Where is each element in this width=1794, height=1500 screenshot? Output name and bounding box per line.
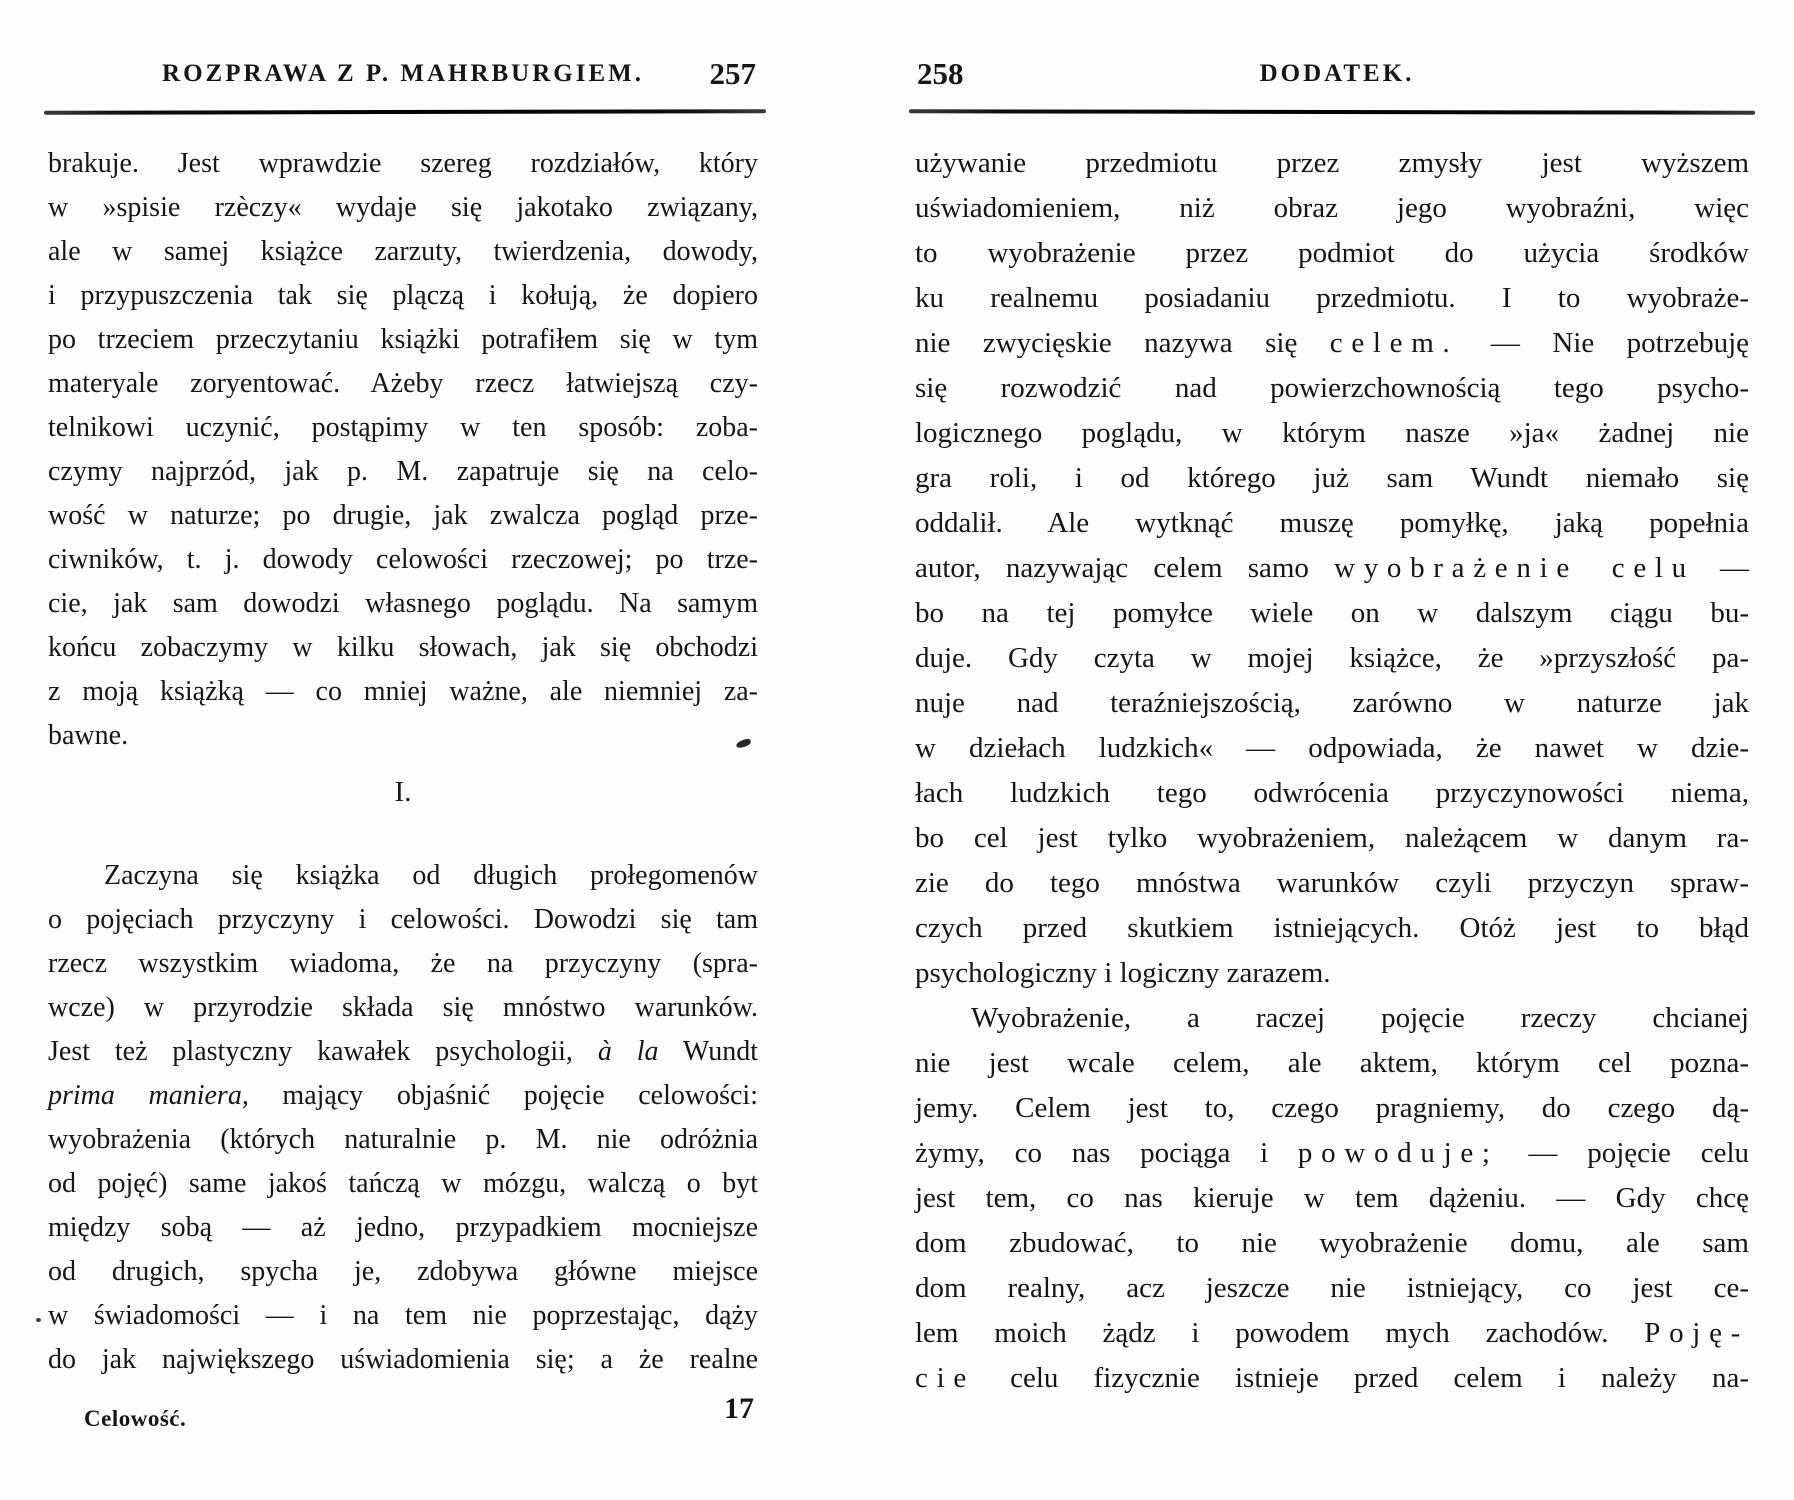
text-line: [48, 626, 758, 670]
text-segment: po trzeciem przeczytaniu książki potrafiłem się w tym: [48, 324, 758, 355]
text-line: [48, 406, 758, 450]
text-line: [48, 1030, 758, 1074]
page-body-right: [915, 141, 1749, 1401]
text-segment: czymy najprzód, jak p. M. zapatruje się na celo-: [48, 456, 758, 487]
text-line: [915, 681, 1749, 726]
text-segment: i przypuszczenia tak się plączą i kołują, że dopiero: [48, 280, 758, 311]
text-segment: nie jest wcale celem, ale aktem, którym cel pozna-: [915, 1047, 1749, 1079]
text-line: [48, 1074, 758, 1118]
text-line: [915, 231, 1749, 276]
text-line: [48, 582, 758, 626]
emphasized-spaced-text: wyobrażenie celu: [1334, 552, 1695, 584]
text-line: [915, 1356, 1749, 1401]
emphasized-spaced-text: Poję-: [1644, 1317, 1749, 1349]
text-line: [915, 141, 1749, 186]
head-rule: [909, 109, 1755, 114]
text-line: [48, 1162, 758, 1206]
text-segment: —: [1694, 552, 1750, 584]
text-line: [915, 276, 1749, 321]
text-segment: zie do tego mnóstwa warunków czyli przyczyn spraw-: [915, 867, 1749, 899]
text-line: [915, 501, 1749, 546]
text-segment: lem moich żądz i powodem mych zachodów.: [915, 1317, 1645, 1349]
emphasized-spaced-text: powoduje;: [1297, 1137, 1499, 1169]
italic-text: à la: [597, 1036, 659, 1067]
text-segment: rzecz wszystkim wiadoma, że na przyczyny (spra-: [48, 948, 758, 979]
text-segment: gra roli, i od którego już sam Wundt niemało się: [915, 462, 1749, 494]
text-segment: w dziełach ludzkich« — odpowiada, że nawet w dzie-: [915, 732, 1749, 764]
text-segment: wość w naturze; po drugie, jak zwalcza pogląd prze-: [48, 500, 758, 531]
text-line: [915, 1221, 1749, 1266]
text-segment: dom zbudować, to nie wyobrażenie domu, ale sam: [915, 1227, 1749, 1259]
text-segment: — pojęcie celu: [1498, 1137, 1749, 1169]
text-line: [48, 1294, 758, 1338]
text-segment: używanie przedmiotu przez zmysły jest wyższem: [915, 147, 1749, 179]
text-segment: w »spisie rzèczy« wydaje się jakotako związany,: [48, 192, 758, 223]
text-segment: brakuje. Jest wprawdzie szereg rozdziałów, który: [48, 148, 758, 179]
text-segment: materyale zoryentować. Ażeby rzecz łatwiejszą czy-: [48, 368, 758, 399]
text-segment: bo na tej pomyłce wiele on w dalszym ciągu bu-: [915, 597, 1749, 629]
text-segment: cie, jak sam dowodzi własnego poglądu. Na samym: [48, 588, 758, 619]
text-segment: nie zwycięskie nazywa się: [915, 327, 1330, 359]
text-segment: dom realny, acz jeszcze nie istniejący, co jest ce-: [915, 1272, 1749, 1304]
text-line: [48, 450, 758, 494]
head-rule: [44, 109, 766, 115]
text-segment: do jak największego uświadomienia się; a że realne: [48, 1344, 758, 1375]
text-segment: ciwników, t. j. dowody celowości rzeczowej; po trze-: [48, 544, 758, 575]
text-segment: wyobrażenia (których naturalnie p. M. nie odróżnia: [48, 1124, 758, 1155]
text-segment: duje. Gdy czyta w mojej książce, że »przyszłość pa-: [915, 642, 1749, 674]
text-segment: łach ludzkich tego odwrócenia przyczynowości niema,: [915, 777, 1749, 809]
text-line: [915, 546, 1749, 591]
text-segment: się rozwodzić nad powierzchownością tego psycho-: [915, 372, 1749, 404]
text-line: [48, 1250, 758, 1294]
text-line: [915, 816, 1749, 861]
paragraph: [48, 854, 758, 1382]
text-segment: Wundt: [658, 1036, 758, 1067]
running-head-left: [48, 54, 758, 94]
text-segment: ku realnemu posiadaniu przedmiotu. I to wyobraże-: [915, 282, 1749, 314]
text-line: [48, 1118, 758, 1162]
text-segment: czych przed skutkiem istniejących. Otóż jest to błąd: [915, 912, 1749, 944]
text-line: [915, 726, 1749, 771]
text-segment: uświadomieniem, niż obraz jego wyobraźni, więc: [915, 192, 1749, 224]
text-segment: od drugich, spycha je, zdobywa główne miejsce: [48, 1256, 758, 1287]
emphasized-spaced-text: celem.: [1329, 327, 1459, 359]
text-segment: Jest też plastyczny kawałek psychologii,: [48, 1036, 598, 1067]
text-line: [915, 1311, 1749, 1356]
text-segment: logicznego poglądu, w którym nasze »ja« żadnej nie: [915, 417, 1749, 449]
text-segment: telnikowi uczynić, postąpimy w ten sposób: zoba-: [48, 412, 758, 443]
text-line: [915, 1041, 1749, 1086]
text-segment: końcu zobaczymy w kilku słowach, jak się obchodzi: [48, 632, 758, 663]
emphasized-spaced-text: cie: [915, 1362, 975, 1394]
text-segment: w świadomości — i na tem nie poprzestając, dąży: [48, 1300, 758, 1331]
text-line: [915, 186, 1749, 231]
text-segment: ale w samej książce zarzuty, twierdzenia, dowody,: [48, 236, 758, 267]
page-number: 258: [917, 56, 964, 91]
text-line: [915, 1086, 1749, 1131]
text-line: [915, 1176, 1749, 1221]
text-segment: jest tem, co nas kieruje w tem dążeniu. — Gdy chcę: [915, 1182, 1749, 1214]
text-segment: wcze) w przyrodzie składa się mnóstwo warunków.: [48, 992, 758, 1023]
text-segment: celu fizycznie istnieje przed celem i należy na-: [974, 1362, 1749, 1394]
text-line: [48, 854, 758, 898]
sheet-number: 17: [724, 1392, 754, 1425]
text-line: [915, 906, 1749, 951]
text-line: [48, 670, 758, 714]
text-segment: Zaczyna się książka od długich prołegomenów: [104, 860, 758, 891]
text-segment: psychologiczny i logiczny zarazem.: [915, 957, 1331, 989]
signature-title: Celowość.: [84, 1406, 187, 1431]
text-line: [915, 366, 1749, 411]
text-segment: z moją książką — co mniej ważne, ale niemniej za-: [48, 676, 758, 707]
text-line: [915, 861, 1749, 906]
text-segment: nuje nad teraźniejszością, zarówno w naturze jak: [915, 687, 1749, 719]
paragraph: [915, 996, 1749, 1401]
text-segment: od pojęć) same jakoś tańczą w mózgu, walczą o byt: [48, 1168, 758, 1199]
text-line: [48, 142, 758, 186]
text-segment: jemy. Celem jest to, czego pragniemy, do czego dą-: [915, 1092, 1749, 1124]
ink-speck: [36, 1318, 41, 1322]
running-head-right: [915, 54, 1749, 94]
text-segment: żymy, co nas pociąga i: [915, 1137, 1298, 1169]
text-segment: oddalił. Ale wytknąć muszę pomyłkę, jaką popełnia: [915, 507, 1749, 539]
text-segment: — Nie potrzebuję: [1458, 327, 1750, 359]
text-line: [915, 1266, 1749, 1311]
text-line: [915, 951, 1749, 996]
page-footer: [48, 1392, 758, 1436]
text-segment: mający objaśnić pojęcie celowości:: [248, 1080, 758, 1111]
text-line: [48, 274, 758, 318]
text-line: [48, 942, 758, 986]
text-line: [48, 318, 758, 362]
text-line: [48, 714, 758, 758]
text-segment: bawne.: [48, 720, 129, 751]
text-line: [915, 411, 1749, 456]
text-segment: między sobą — aż jedno, przypadkiem mocniejsze: [48, 1212, 758, 1243]
text-line: [915, 771, 1749, 816]
page-right: [897, 0, 1794, 1500]
text-segment: autor, nazywając celem samo: [915, 552, 1335, 584]
text-line: [915, 591, 1749, 636]
text-segment: Wyobrażenie, a raczej pojęcie rzeczy chcianej: [971, 1002, 1749, 1034]
paragraph: [915, 141, 1749, 996]
page-number: 257: [709, 56, 756, 91]
text-line: [48, 1206, 758, 1250]
text-line: [915, 1131, 1749, 1176]
text-line: [48, 362, 758, 406]
text-line: [48, 538, 758, 582]
paragraph: [48, 142, 758, 758]
text-line: [48, 186, 758, 230]
text-line: [915, 996, 1749, 1041]
text-line: [48, 230, 758, 274]
text-line: [915, 321, 1749, 366]
section-heading: I.: [394, 776, 412, 808]
text-line: [48, 494, 758, 538]
text-segment: bo cel jest tylko wyobrażeniem, należącem w danym ra-: [915, 822, 1749, 854]
text-line: [48, 898, 758, 942]
text-line: [48, 986, 758, 1030]
italic-text: prima maniera,: [48, 1080, 249, 1111]
text-segment: o pojęciach przyczyny i celowości. Dowodzi się tam: [48, 904, 758, 935]
text-line: [48, 1338, 758, 1382]
text-line: [915, 456, 1749, 501]
running-head-title: ROZPRAWA Z P. MAHRBURGIEM.: [162, 60, 644, 87]
text-line: [915, 636, 1749, 681]
page-body-left: [48, 142, 758, 1382]
running-head-title: DODATEK.: [1259, 60, 1415, 87]
text-segment: to wyobrażenie przez podmiot do użycia środków: [915, 237, 1749, 269]
